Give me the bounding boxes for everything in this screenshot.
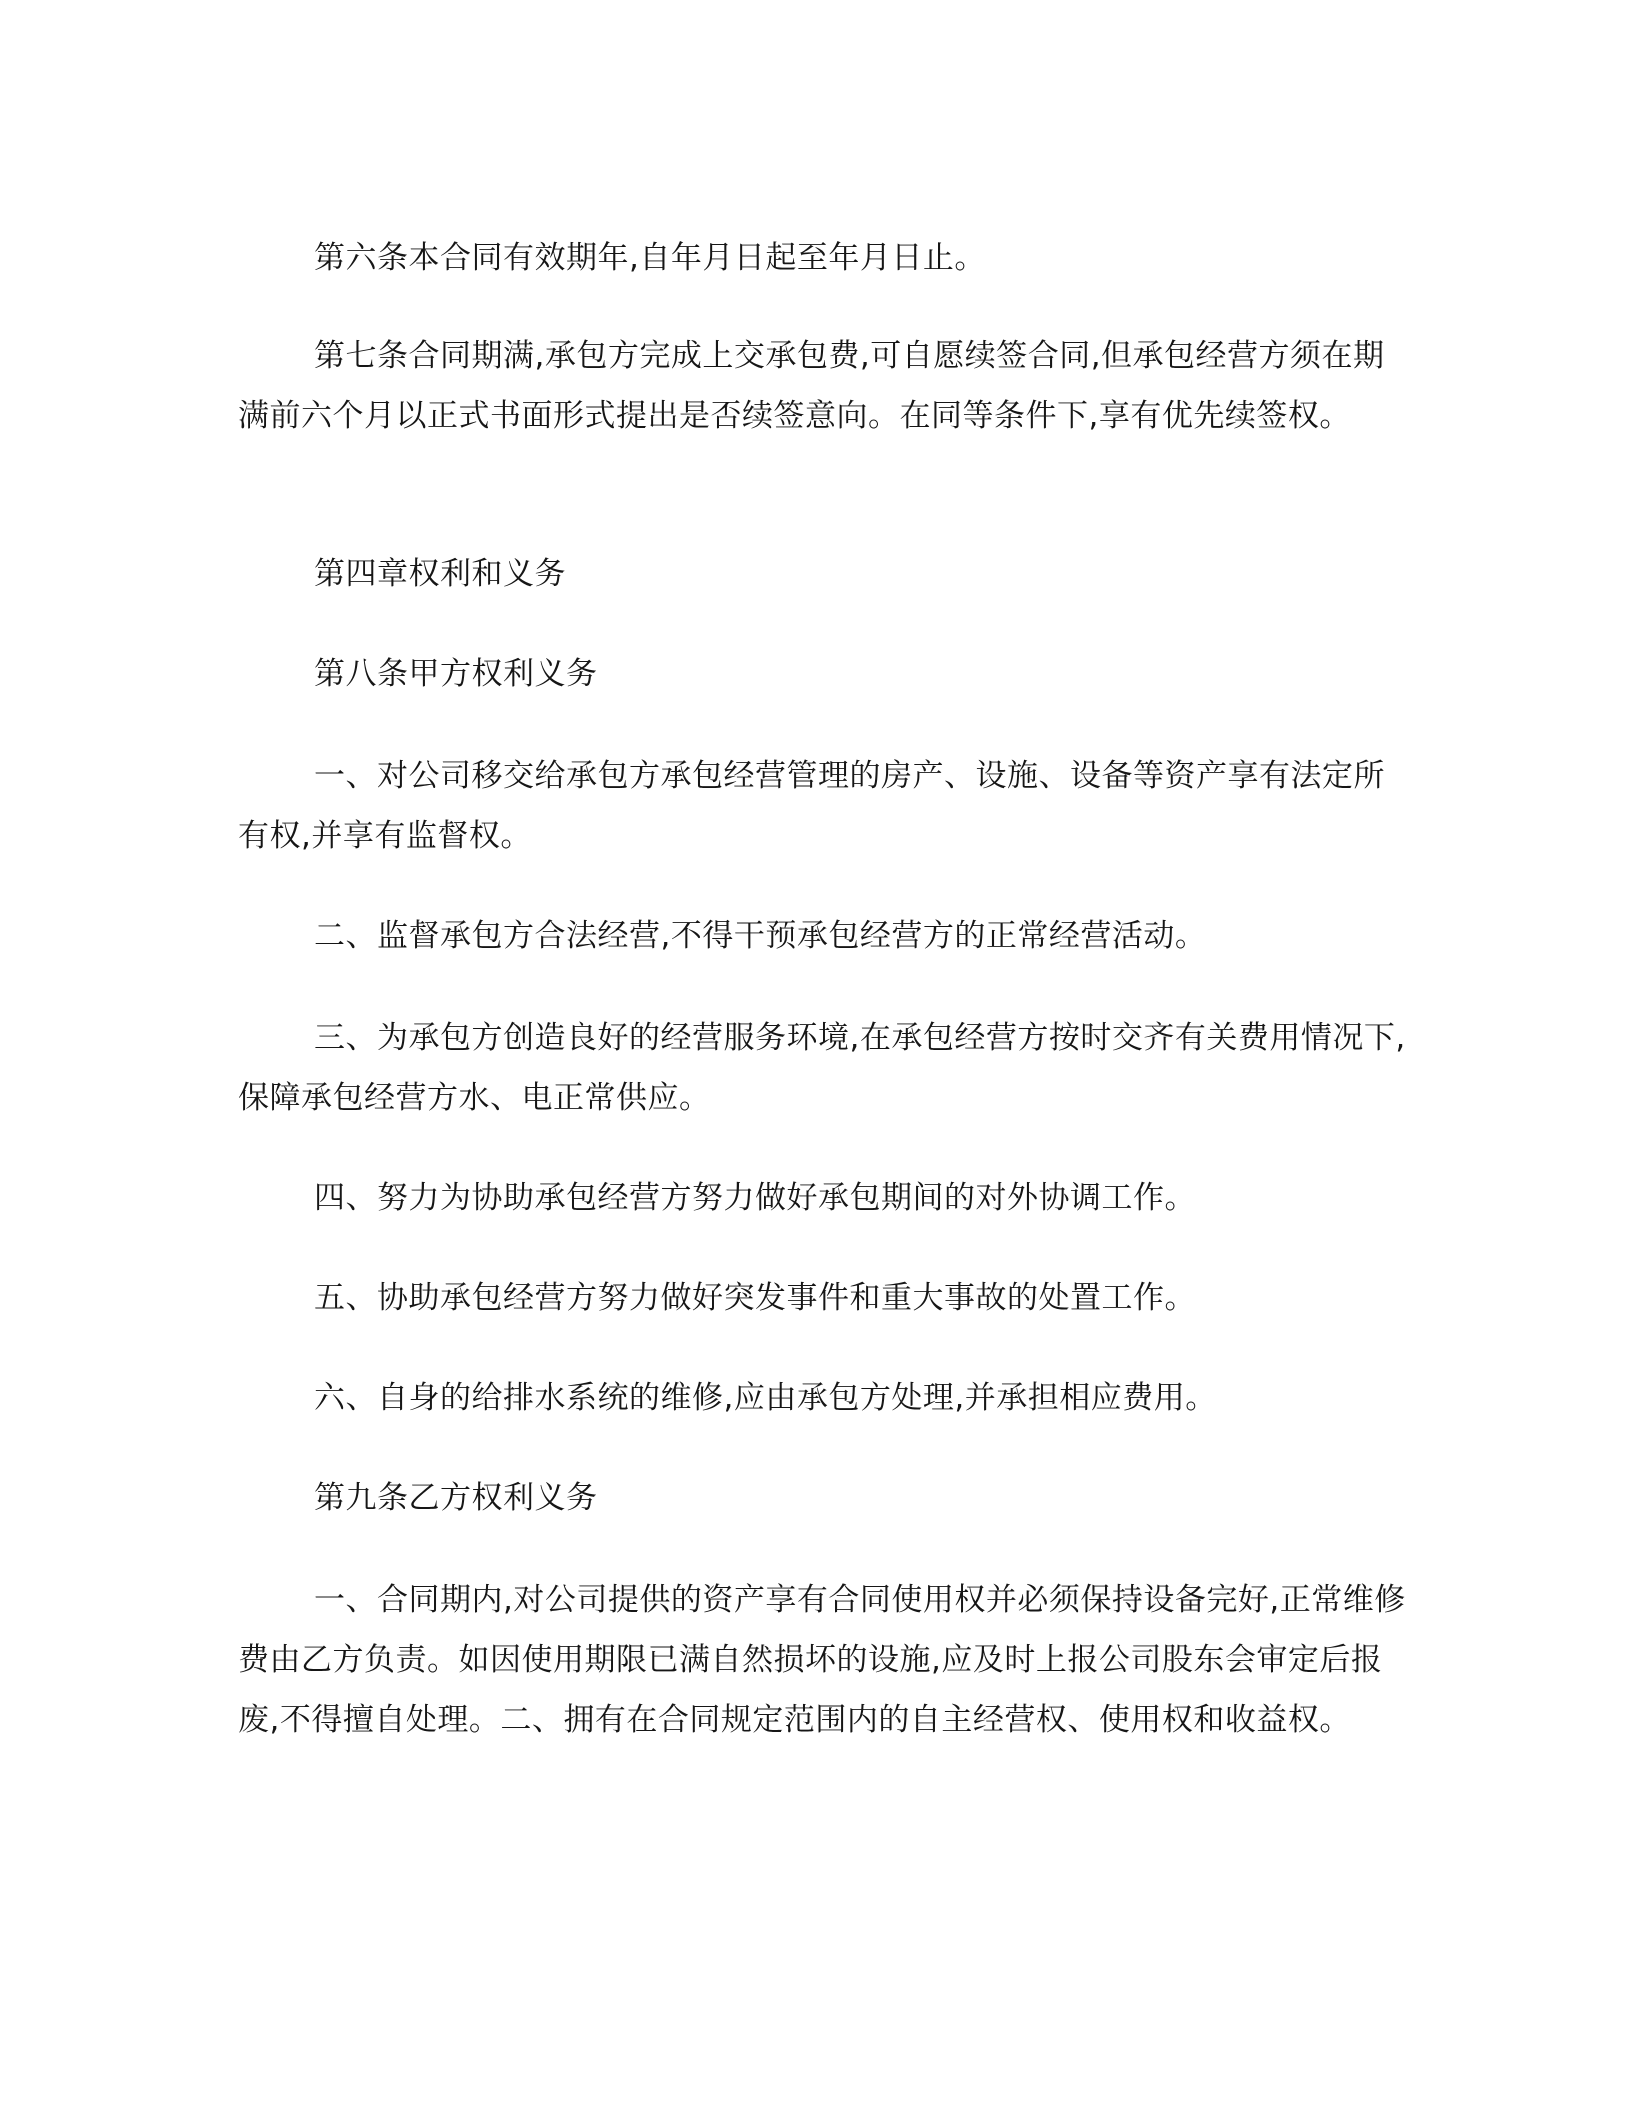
heading-chapter-4: 第四章权利和义务: [314, 556, 566, 592]
paragraph-article-8-item-2: 二、监督承包方合法经营,不得干预承包经营方的正常经营活动。: [314, 918, 1207, 954]
paragraph-article-8-item-5: 五、协助承包经营方努力做好突发事件和重大事故的处置工作。: [314, 1280, 1196, 1316]
heading-article-9: 第九条乙方权利义务: [314, 1480, 598, 1516]
paragraph-article-6: 第六条本合同有效期年,自年月日起至年月日止。: [314, 240, 986, 276]
paragraph-article-8-item-3: 三、为承包方创造良好的经营服务环境,在承包经营方按时交齐有关费用情况下,保障承包经营方水、电正常供应。: [238, 1020, 1406, 1116]
paragraph-article-9-items: 一、合同期内,对公司提供的资产享有合同使用权并必须保持设备完好,正常维修费由乙方负责。如因使用期限已满自然损坏的设施,应及时上报公司股东会审定后报废,不得擅自处理。二、拥有在合同规定范围内的自主经营权、使用权和收益权。: [238, 1582, 1406, 1738]
paragraph-article-8-item-6: 六、自身的给排水系统的维修,应由承包方处理,并承担相应费用。: [314, 1380, 1217, 1416]
heading-article-8: 第八条甲方权利义务: [314, 656, 598, 692]
paragraph-article-7: 第七条合同期满,承包方完成上交承包费,可自愿续签合同,但承包经营方须在期满前六个月以正式书面形式提出是否续签意向。在同等条件下,享有优先续签权。: [238, 338, 1385, 434]
paragraph-article-8-item-1: 一、对公司移交给承包方承包经营管理的房产、设施、设备等资产享有法定所有权,并享有监督权。: [238, 758, 1385, 854]
paragraph-article-8-item-4: 四、努力为协助承包经营方努力做好承包期间的对外协调工作。: [314, 1180, 1196, 1216]
